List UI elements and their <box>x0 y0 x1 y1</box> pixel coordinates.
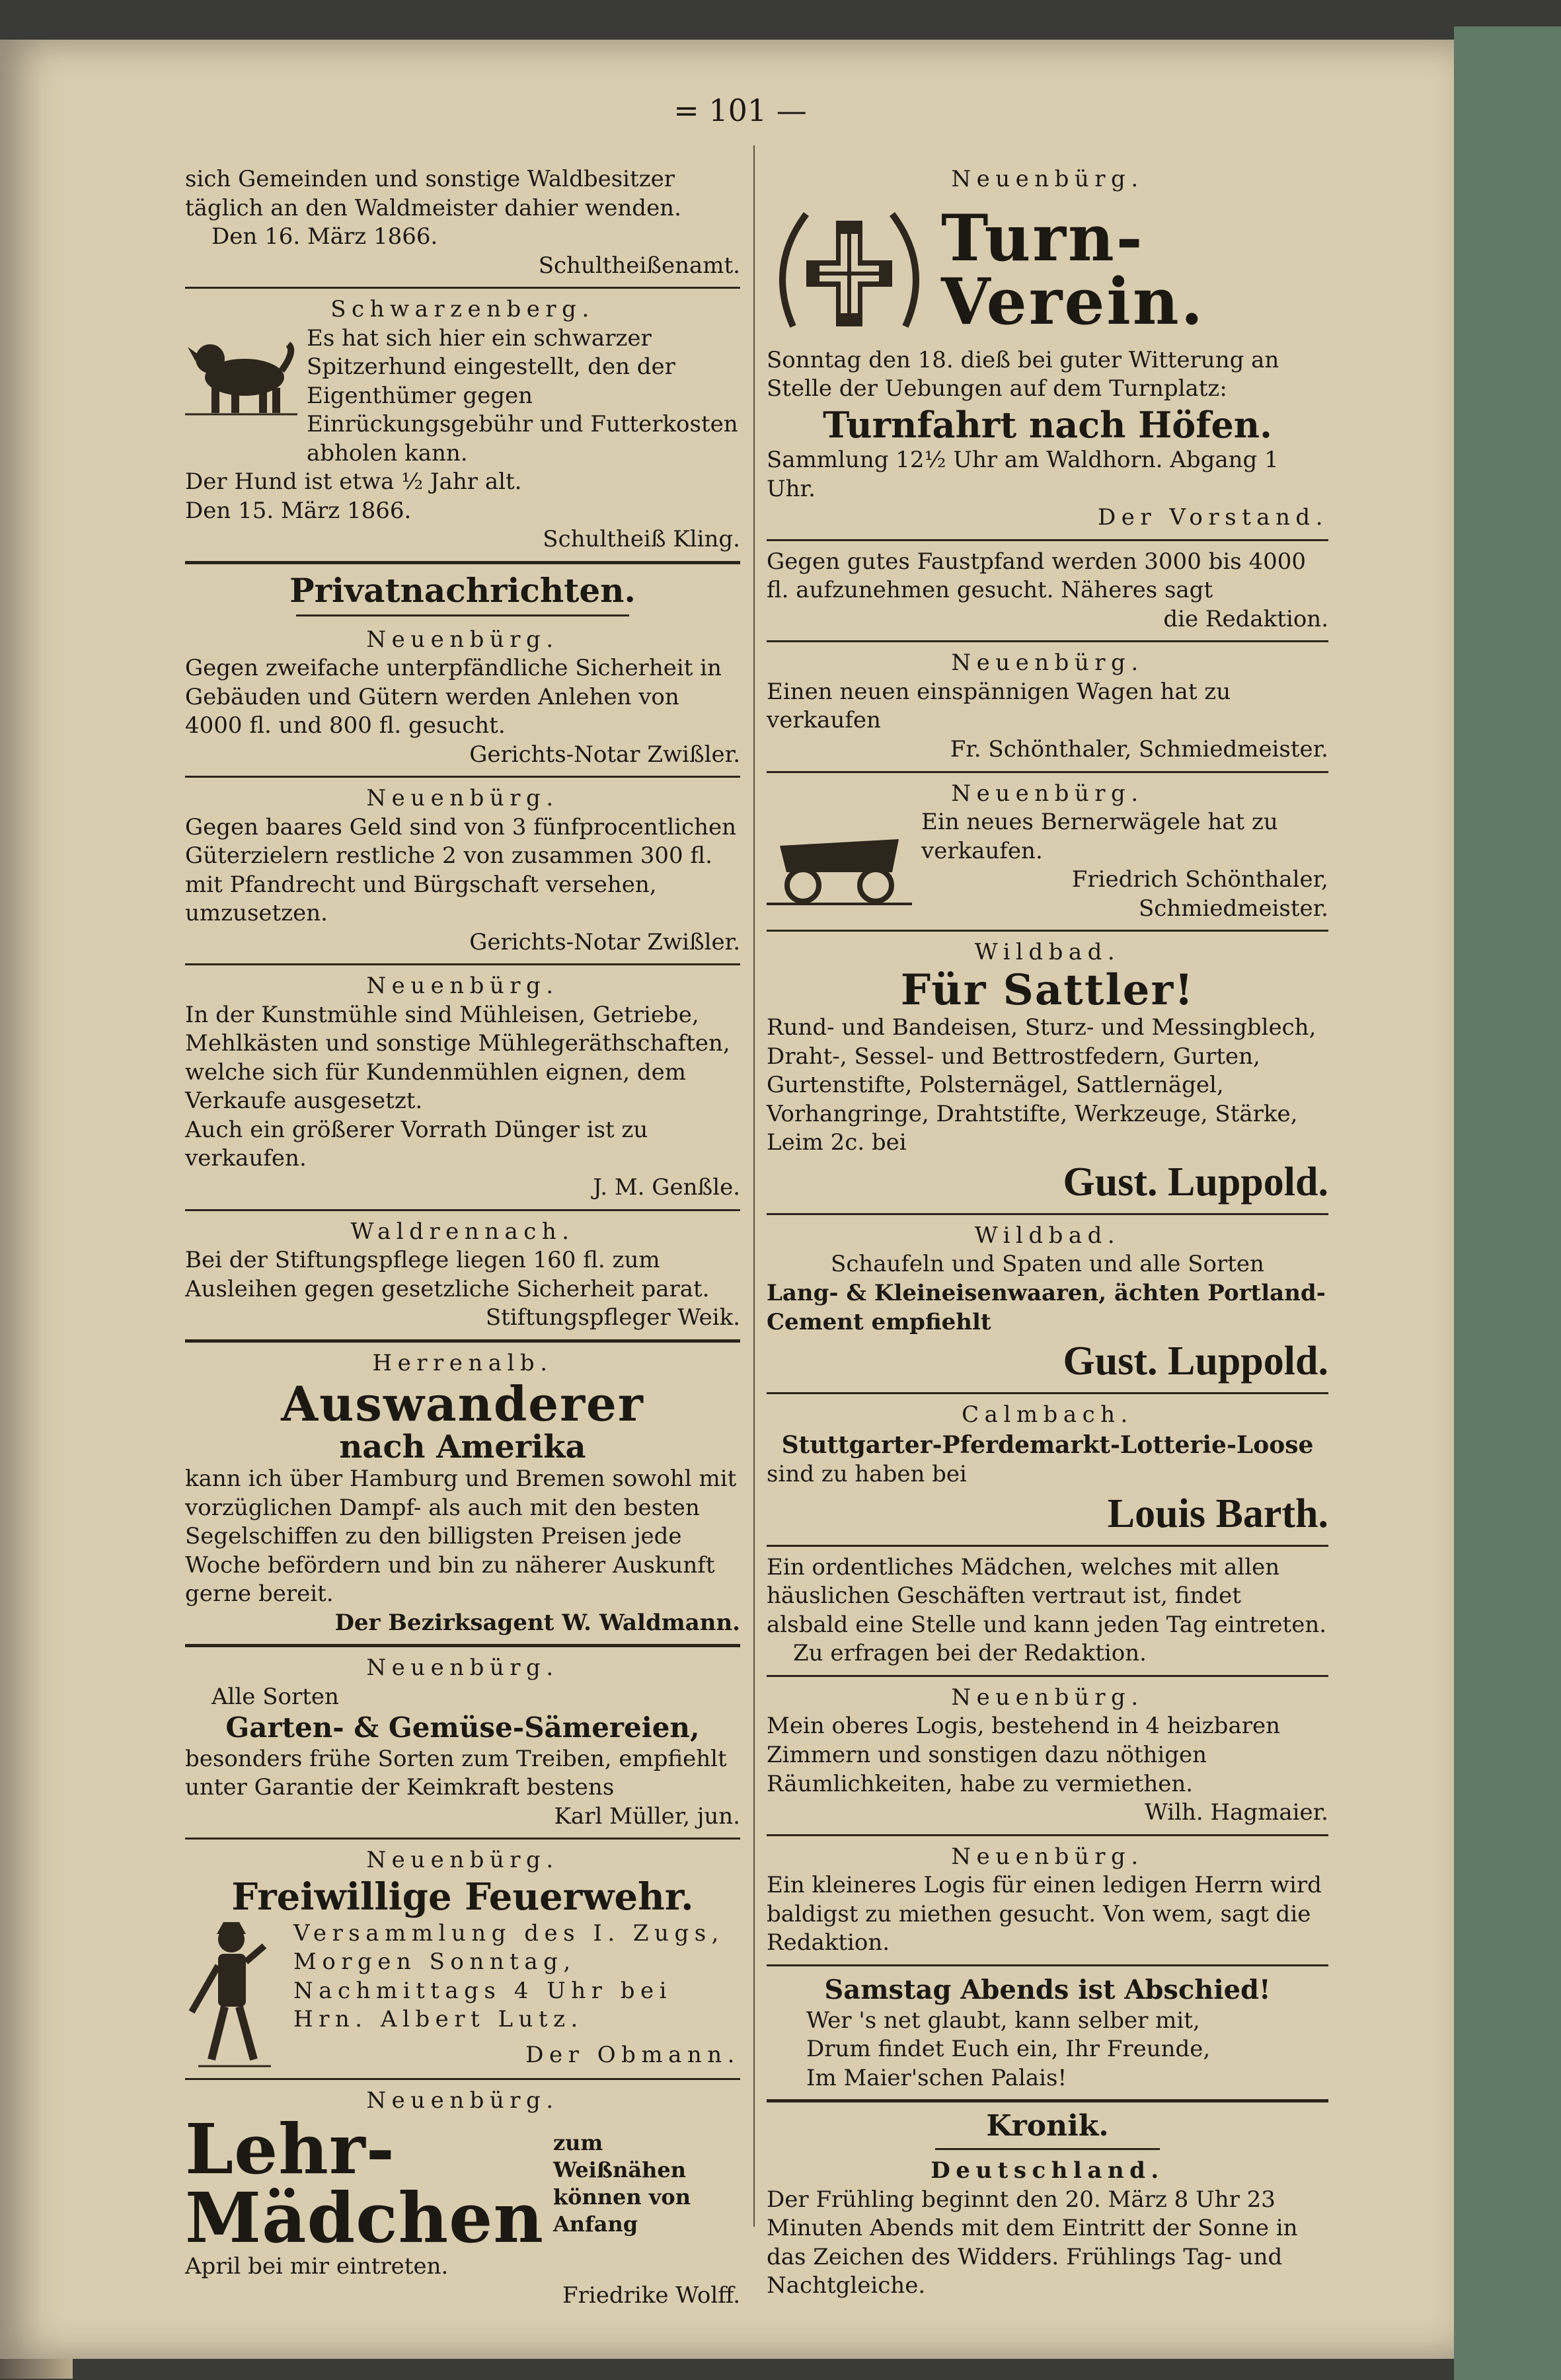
ad-text: Versammlung des I. Zugs, Morgen Sonntag, Nachmittags 4 Uhr bei Hrn. Albert Lutz. <box>293 1919 724 2033</box>
ad-verse: Drum findet Euch ein, Ihr Freunde, <box>806 2036 1211 2063</box>
ad-signature: Fr. Schönthaler, Schmiedmeister. <box>950 735 1328 762</box>
left-column <box>185 165 740 2314</box>
turner-emblem-icon <box>767 194 932 346</box>
ad-title: Garten- & Gemüse-Sämereien, <box>225 1711 700 1744</box>
ad-subtitle: Turnfahrt nach Höfen. <box>823 403 1272 446</box>
ad-verse: Wer 's net glaubt, kann selber mit, <box>806 2007 1200 2034</box>
notice-place: Schwarzenberg. <box>330 296 595 323</box>
ad-title: Samstag Abends ist Abschied! <box>824 1974 1271 2005</box>
ad-signature: Der Obmann. <box>525 2041 740 2068</box>
notice-dog <box>185 295 740 554</box>
ad-signature: Der Bezirksagent W. Waldmann. <box>334 1609 740 1636</box>
ad-text: Gegen baares Geld sind von 3 fünfprocentlichen Güterzielern restliche 2 von zusammen 300 fl. mit Pfandrecht und Bürgschaft versehen, umzusetzen. <box>185 813 737 927</box>
ad-sattler <box>767 938 1328 1207</box>
ad-saemereien <box>185 1654 740 1831</box>
notice-text: Es hat sich hier ein schwarzer Spitzerhund eingestellt, den der Eigenthümer gegen Einrückungsgebühr und Futterkosten abholen kann. <box>307 324 738 466</box>
section-subheading: Deutschland. <box>931 2157 1164 2184</box>
ad-signature: J. M. Genßle. <box>593 1173 740 1201</box>
notice-text: sich Gemeinden und sonstige Waldbesitzer täglich an den Waldmeister dahier wenden. <box>185 166 681 221</box>
ad-place: Neuenbürg. <box>951 780 1144 807</box>
ad-text: Gegen zweifache unterpfändliche Sicherheit in Gebäuden und Gütern werden Anlehen von 4000 fl. und 800 fl. gesucht. <box>185 655 722 739</box>
ad-text: Auch ein größerer Vorrath Dünger ist zu verkaufen. <box>185 1116 648 1172</box>
ad-logis-gesucht <box>767 1843 1328 1958</box>
book-cover-edge <box>1454 26 1561 2380</box>
ad-signature: Friedrich Schönthaler, <box>1071 866 1328 893</box>
ad-kunstmuehle <box>185 972 740 1202</box>
notice-signature: Schultheiß Kling. <box>543 526 740 553</box>
ad-text: besonders frühe Sorten zum Treiben, empfiehlt unter Garantie der Keimkraft bestens <box>185 1745 727 1801</box>
section-heading-kronik: Kronik. <box>986 2109 1109 2143</box>
ad-text: Mein oberes Logis, bestehend in 4 heizbaren Zimmern und sonstigen dazu nöthigen Räumlichkeiten, habe zu vermiethen. <box>767 1713 1280 1797</box>
ad-place: Neuenbürg. <box>951 650 1144 677</box>
ad-place: Neuenbürg. <box>951 166 1144 192</box>
ad-place: Neuenbürg. <box>366 626 559 653</box>
ad-text: Einen neuen einspännigen Wagen hat zu verkaufen <box>767 678 1231 734</box>
section-heading-private: Privatnachrichten. <box>289 570 636 610</box>
ad-signature: Gust. Luppold. <box>1063 1339 1328 1384</box>
ad-abschied <box>767 1973 1328 2093</box>
notice-date: Den 15. März 1866. <box>185 497 412 524</box>
ad-signature: Gerichts-Notar Zwißler. <box>469 928 740 955</box>
ad-title: Turn-Verein. <box>941 200 1205 339</box>
ad-title: Lehr-Mädchen <box>185 2108 544 2259</box>
ad-title: Stuttgarter-Pferdemarkt-Lotterie-Loose <box>781 1431 1314 1459</box>
ad-place: Neuenbürg. <box>366 1655 559 1682</box>
ad-signature: die Redaktion. <box>1163 605 1328 632</box>
ad-text: sind zu haben bei <box>767 1461 967 1487</box>
ad-eisenwaaren <box>767 1222 1328 1386</box>
wagon-icon <box>767 826 912 905</box>
ad-text: Rund- und Bandeisen, Sturz- und Messingblech, Draht-, Sessel- und Bettrostfedern, Gurten, Gurtenstifte, Polsternägel, Sattlernägel, Vorhangringe, Drahtstifte, Werkzeuge, Stärke, Leim 2c. bei <box>767 1014 1316 1156</box>
notice-date: Den 16. März 1866. <box>211 223 438 250</box>
ad-place: Neuenbürg. <box>951 1684 1144 1711</box>
ad-text: Schaufeln und Spaten und alle Sorten <box>831 1251 1264 1278</box>
ad-text: Ein neues Bernerwägele hat zu verkaufen. <box>921 809 1278 864</box>
ad-bernerwaegele <box>767 780 1328 924</box>
ad-place: Neuenbürg. <box>951 1843 1144 1870</box>
ad-anlehen <box>185 626 740 770</box>
ad-title: Für Sattler! <box>900 965 1195 1015</box>
ad-title: Auswanderer <box>281 1376 644 1432</box>
fireman-icon <box>185 1919 284 2071</box>
ad-signature: Friedrike Wolff. <box>562 2282 740 2309</box>
ad-signature: Wilh. Hagmaier. <box>1144 1799 1328 1826</box>
ad-text: In der Kunstmühle sind Mühleisen, Getriebe, Mehlkästen und sonstige Mühlegeräthschaften, welche sich für Kundenmühlen eignen, dem Verkaufe ausgesetzt. <box>185 1001 730 1115</box>
ad-text: Alle Sorten <box>211 1683 339 1710</box>
ad-place: Neuenbürg. <box>366 2087 559 2114</box>
ad-verse: Im Maier'schen Palais! <box>806 2064 1067 2091</box>
ad-text: Ein ordentliches Mädchen, welches mit allen häuslichen Geschäften vertraut ist, findet alsbald eine Stelle und kann jeden Tag eintreten. <box>767 1553 1327 1638</box>
section-kronik <box>767 2109 1328 2300</box>
ad-text: kann ich über Hamburg und Bremen sowohl mit vorzüglichen Dampf- als auch mit den besten Segelschiffen zu den billigsten Preisen jede Woche befördern und bin zu näherer Auskunft gerne bereit. <box>185 1466 737 1608</box>
ad-signature: Der Vorstand. <box>1098 504 1328 531</box>
ad-text: Zu erfragen bei der Redaktion. <box>793 1640 1147 1667</box>
column-divider <box>753 145 755 2227</box>
ad-maedchen-stelle <box>767 1553 1328 1668</box>
ad-signature: Gust. Luppold. <box>1063 1159 1328 1205</box>
notice-waldmeister <box>185 165 740 280</box>
notice-text: Der Hund ist etwa ½ Jahr alt. <box>185 468 522 496</box>
ad-wagen <box>767 649 1328 764</box>
ad-place: Neuenbürg. <box>366 785 559 812</box>
ad-title: Freiwillige Feuerwehr. <box>231 1875 694 1919</box>
ad-signature: Louis Barth. <box>1107 1491 1328 1536</box>
ad-place: Wildbad. <box>974 939 1121 966</box>
ad-signature: Karl Müller, jun. <box>554 1803 740 1830</box>
ad-feuerwehr <box>185 1846 740 2071</box>
ad-text: Sonntag den 18. dieß bei guter Witterung an Stelle der Uebungen auf dem Turnplatz: <box>767 346 1279 402</box>
ad-place: Neuenbürg. <box>366 1847 559 1874</box>
ad-text: Lang- & Kleineisenwaaren, ächten Portland-Cement empfiehlt <box>767 1279 1326 1335</box>
ad-text: Bei der Stiftungspflege liegen 160 fl. zum Ausleihen gegen gesetzliche Sicherheit parat. <box>185 1247 710 1302</box>
ad-lehrmaedchen <box>185 2087 740 2311</box>
ad-place: Waldrennach. <box>350 1218 575 1245</box>
ad-stiftungspflege <box>185 1218 740 1333</box>
ad-logis-vermieten <box>767 1684 1328 1828</box>
ad-text: Sammlung 12½ Uhr am Waldhorn. Abgang 1 Uhr. <box>767 447 1279 502</box>
ad-text: Gegen gutes Faustpfand werden 3000 bis 4000 fl. aufzunehmen gesucht. Näheres sagt <box>767 548 1307 604</box>
ad-text: Ein kleineres Logis für einen ledigen Herrn wird baldigst zu miethen gesucht. Von wem, sagt die Redaktion. <box>767 1872 1322 1956</box>
ad-faustpfand <box>767 548 1328 634</box>
ad-auswanderer <box>185 1349 740 1638</box>
notice-signature: Schultheißenamt. <box>538 252 740 279</box>
ad-place: Calmbach. <box>962 1401 1133 1429</box>
ad-turnverein <box>767 165 1328 533</box>
ad-place: Herrenalb. <box>372 1349 553 1376</box>
right-column <box>767 165 1328 2305</box>
dog-icon <box>185 324 297 417</box>
ad-signature: Gerichts-Notar Zwißler. <box>469 741 740 768</box>
ad-place: Wildbad. <box>974 1222 1121 1249</box>
ad-signature: Schmiedmeister. <box>1138 895 1328 922</box>
page-number: = 101 — <box>673 93 807 128</box>
ad-signature: Stiftungspfleger Weik. <box>485 1304 740 1331</box>
ad-text: April bei mir eintreten. <box>185 2253 449 2280</box>
ad-lotterie <box>767 1401 1328 1538</box>
article-text: Der Frühling beginnt den 20. März 8 Uhr 23 Minuten Abends mit dem Eintritt der Sonne in das Zeichen des Widders. Frühlings Tag- und Nachtgleiche. <box>767 2186 1298 2299</box>
ad-place: Neuenbürg. <box>366 973 559 1000</box>
ad-text: zum Weißnähen können von Anfang <box>552 2130 691 2237</box>
ad-gueterzieler <box>185 784 740 957</box>
ad-subtitle: nach Amerika <box>339 1429 586 1466</box>
